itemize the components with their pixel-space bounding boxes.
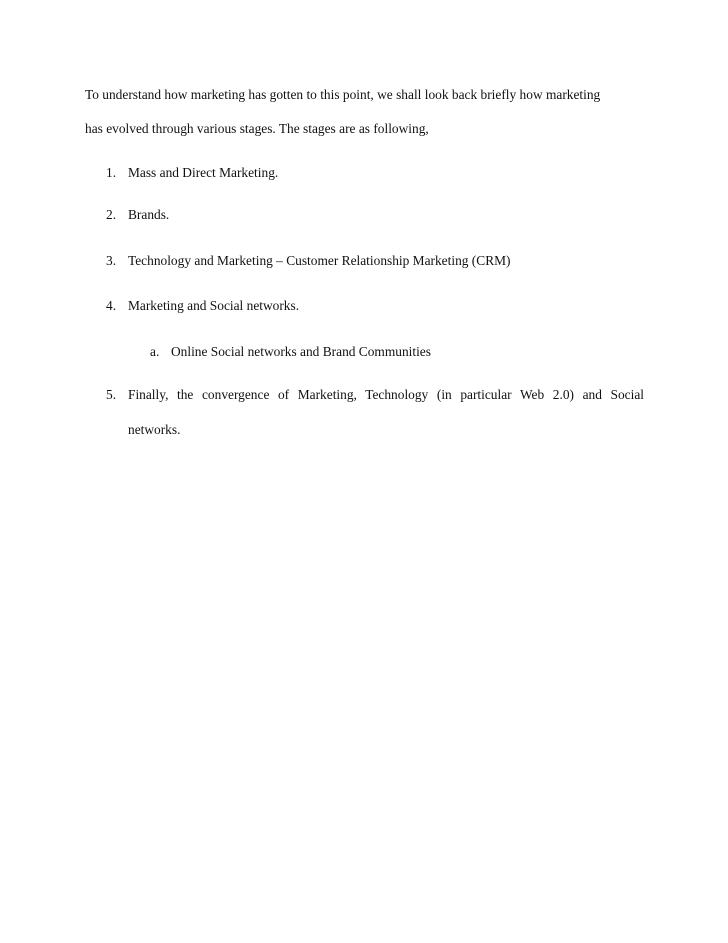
sub-list-item-text: Online Social networks and Brand Communities [171, 344, 431, 359]
list-item-text-line-2: networks. [128, 422, 181, 437]
list-item-number: 2. [106, 207, 117, 222]
list-item-text: Mass and Direct Marketing. [128, 165, 279, 180]
list-item-number: 1. [106, 165, 117, 180]
list-item-number: 3. [106, 253, 117, 268]
list-item-text: Brands. [128, 207, 170, 222]
list-item-text: Technology and Marketing – Customer Relationship Marketing (CRM) [128, 253, 511, 268]
intro-line-2: has evolved through various stages. The stages are as following, [85, 121, 429, 136]
list-item-text-line-1: Finally, the convergence of Marketing, Technology (in particular Web 2.0) and Social [128, 387, 644, 402]
list-item-number: 4. [106, 298, 117, 313]
intro-line-1: To understand how marketing has gotten to this point, we shall look back briefly how marketing [85, 87, 601, 102]
list-item-number: 5. [106, 387, 117, 402]
sub-list-item-letter: a. [150, 344, 160, 359]
list-item-text: Marketing and Social networks. [128, 298, 300, 313]
